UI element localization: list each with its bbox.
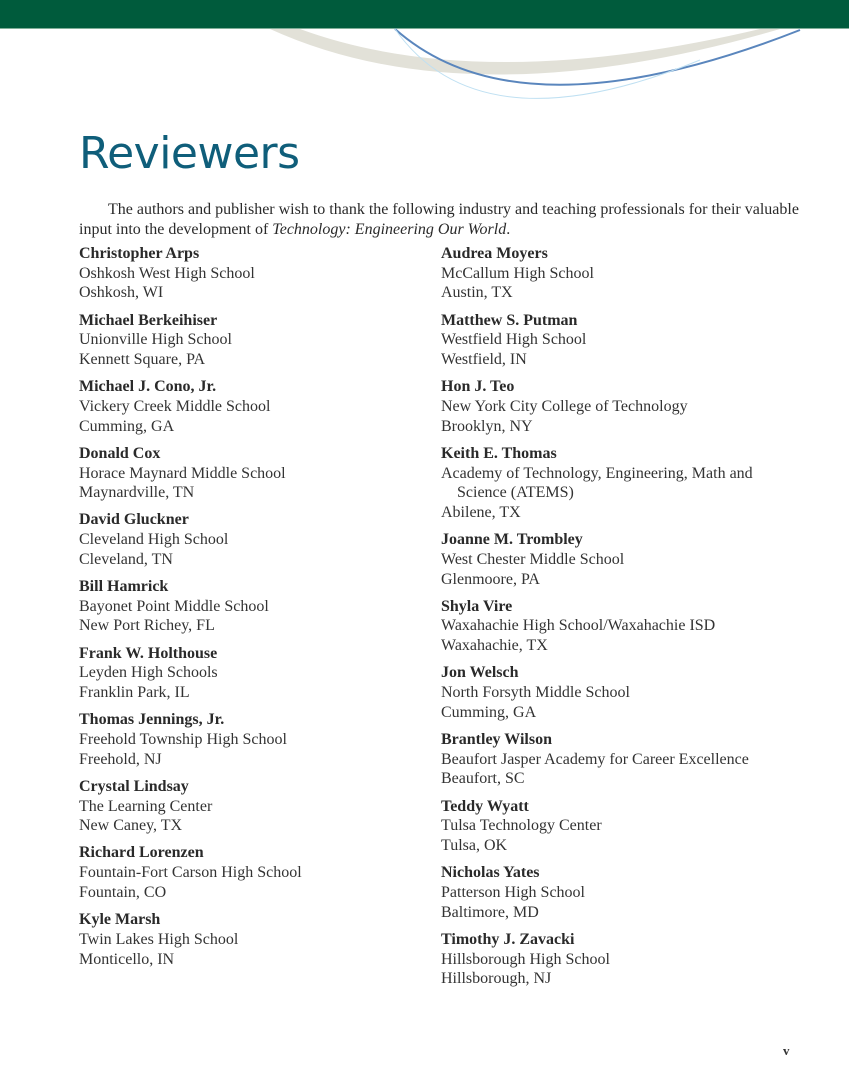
reviewer-location: Freehold, NJ: [79, 750, 162, 768]
reviewer-location: Cumming, GA: [441, 703, 537, 721]
reviewer-institution: Oshkosh West High School: [79, 264, 255, 282]
reviewer-institution: Vickery Creek Middle School: [79, 397, 271, 415]
reviewer-location: Brooklyn, NY: [441, 417, 533, 435]
reviewer-name: Jon Welsch: [441, 664, 519, 682]
reviewer-entry: [79, 311, 459, 370]
reviewer-location: Maynardville, TN: [79, 484, 195, 502]
reviewer-entry: [79, 910, 459, 969]
reviewer-institution: Fountain-Fort Carson High School: [79, 864, 302, 882]
reviewer-name: Christopher Arps: [79, 245, 200, 262]
reviewer-name: Brantley Wilson: [441, 730, 552, 748]
reviewer-name: Keith E. Thomas: [441, 444, 557, 462]
reviewer-location: Glenmoore, PA: [441, 570, 540, 588]
reviewer-entry: [441, 663, 821, 722]
reviewer-entry: [79, 244, 459, 303]
reviewer-location: New Port Richey, FL: [79, 617, 215, 635]
reviewer-entry: [441, 530, 821, 589]
reviewer-entry: [441, 730, 821, 789]
reviewer-name: Kyle Marsh: [79, 911, 161, 929]
reviewer-location: Hillsborough, NJ: [441, 970, 552, 988]
reviewer-entry: [79, 644, 459, 703]
reviewer-location: Beaufort, SC: [441, 770, 525, 788]
reviewer-name: David Gluckner: [79, 511, 189, 529]
reviewer-institution: Twin Lakes High School: [79, 930, 239, 948]
book-title: Technology: Engineering Our World: [272, 221, 507, 238]
reviewer-institution: Beaufort Jasper Academy for Career Excellence: [441, 750, 749, 768]
decorative-swoosh-graphic: [0, 0, 849, 130]
reviewer-institution: Freehold Township High School: [79, 730, 287, 748]
reviewers-column-left: [79, 244, 459, 977]
reviewer-institution: Waxahachie High School/Waxahachie ISD: [441, 617, 716, 635]
reviewer-name: Thomas Jennings, Jr.: [79, 711, 225, 729]
reviewer-name: Michael Berkeihiser: [79, 311, 218, 329]
reviewer-location: Waxahachie, TX: [441, 637, 548, 655]
reviewer-institution: Unionville High School: [79, 331, 232, 349]
reviewer-location: Westfield, IN: [441, 351, 527, 369]
intro-text: The authors and publisher wish to thank the following industry and teaching professionals for their valuable input into the development of: [79, 201, 799, 238]
reviewer-name: Hon J. Teo: [441, 378, 515, 396]
intro-text-end: .: [506, 221, 511, 238]
reviewer-institution: Science (ATEMS): [457, 484, 574, 502]
reviewer-location: Cleveland, TN: [79, 550, 173, 568]
reviewer-institution: Tulsa Technology Center: [441, 817, 602, 835]
reviewer-name: Timothy J. Zavacki: [441, 930, 575, 948]
reviewer-location: Monticello, IN: [79, 950, 175, 968]
reviewer-entry: [79, 577, 459, 636]
reviewers-column-right: [441, 244, 821, 996]
reviewer-name: Matthew S. Putman: [441, 311, 578, 329]
reviewer-institution: Horace Maynard Middle School: [79, 464, 286, 482]
page-title: Reviewers: [79, 128, 300, 179]
reviewer-institution: Hillsborough High School: [441, 950, 610, 968]
reviewer-location: Oshkosh, WI: [79, 284, 164, 302]
reviewer-entry: [79, 777, 459, 836]
reviewer-institution: Academy of Technology, Engineering, Math and: [441, 464, 753, 482]
reviewer-entry: [441, 444, 821, 523]
reviewer-name: Audrea Moyers: [441, 245, 548, 262]
reviewer-institution: The Learning Center: [79, 797, 213, 815]
reviewer-institution: Westfield High School: [441, 331, 587, 349]
reviewer-name: Richard Lorenzen: [79, 844, 204, 862]
reviewer-name: Donald Cox: [79, 444, 161, 462]
reviewer-name: Joanne M. Trombley: [441, 531, 583, 549]
reviewer-location: Franklin Park, IL: [79, 684, 190, 702]
reviewer-location: Baltimore, MD: [441, 903, 539, 921]
reviewer-name: Crystal Lindsay: [79, 777, 189, 795]
reviewer-location: Austin, TX: [441, 284, 513, 302]
reviewer-location: New Caney, TX: [79, 817, 183, 835]
reviewer-institution: Patterson High School: [441, 883, 585, 901]
reviewer-institution: Bayonet Point Middle School: [79, 597, 269, 615]
reviewer-location: Kennett Square, PA: [79, 351, 206, 369]
reviewer-entry: [441, 797, 821, 856]
reviewer-name: Michael J. Cono, Jr.: [79, 378, 217, 396]
reviewer-entry: [441, 244, 821, 303]
page-number: v: [783, 1043, 790, 1058]
reviewer-location: Cumming, GA: [79, 417, 175, 435]
reviewer-institution: West Chester Middle School: [441, 550, 625, 568]
reviewer-location: Fountain, CO: [79, 883, 167, 901]
reviewer-name: Frank W. Holthouse: [79, 644, 218, 662]
reviewer-entry: [79, 444, 459, 503]
reviewer-entry: [79, 377, 459, 436]
reviewer-institution: McCallum High School: [441, 264, 594, 282]
reviewer-location: Tulsa, OK: [441, 836, 508, 854]
reviewer-entry: [441, 311, 821, 370]
reviewer-entry: [441, 863, 821, 922]
reviewer-institution: New York City College of Technology: [441, 397, 688, 415]
reviewer-location: Abilene, TX: [441, 503, 521, 521]
reviewer-entry: [441, 930, 821, 989]
reviewer-name: Bill Hamrick: [79, 578, 169, 596]
reviewer-institution: Cleveland High School: [79, 531, 229, 549]
reviewer-entry: [441, 597, 821, 656]
reviewer-entry: [79, 710, 459, 769]
reviewer-institution: North Forsyth Middle School: [441, 684, 630, 702]
reviewer-name: Teddy Wyatt: [441, 797, 529, 815]
reviewer-name: Shyla Vire: [441, 597, 513, 615]
reviewer-entry: [79, 843, 459, 902]
intro-paragraph: [79, 200, 799, 240]
reviewer-institution: Leyden High Schools: [79, 664, 218, 682]
reviewer-entry: [441, 377, 821, 436]
reviewer-entry: [79, 510, 459, 569]
reviewer-name: Nicholas Yates: [441, 864, 540, 882]
